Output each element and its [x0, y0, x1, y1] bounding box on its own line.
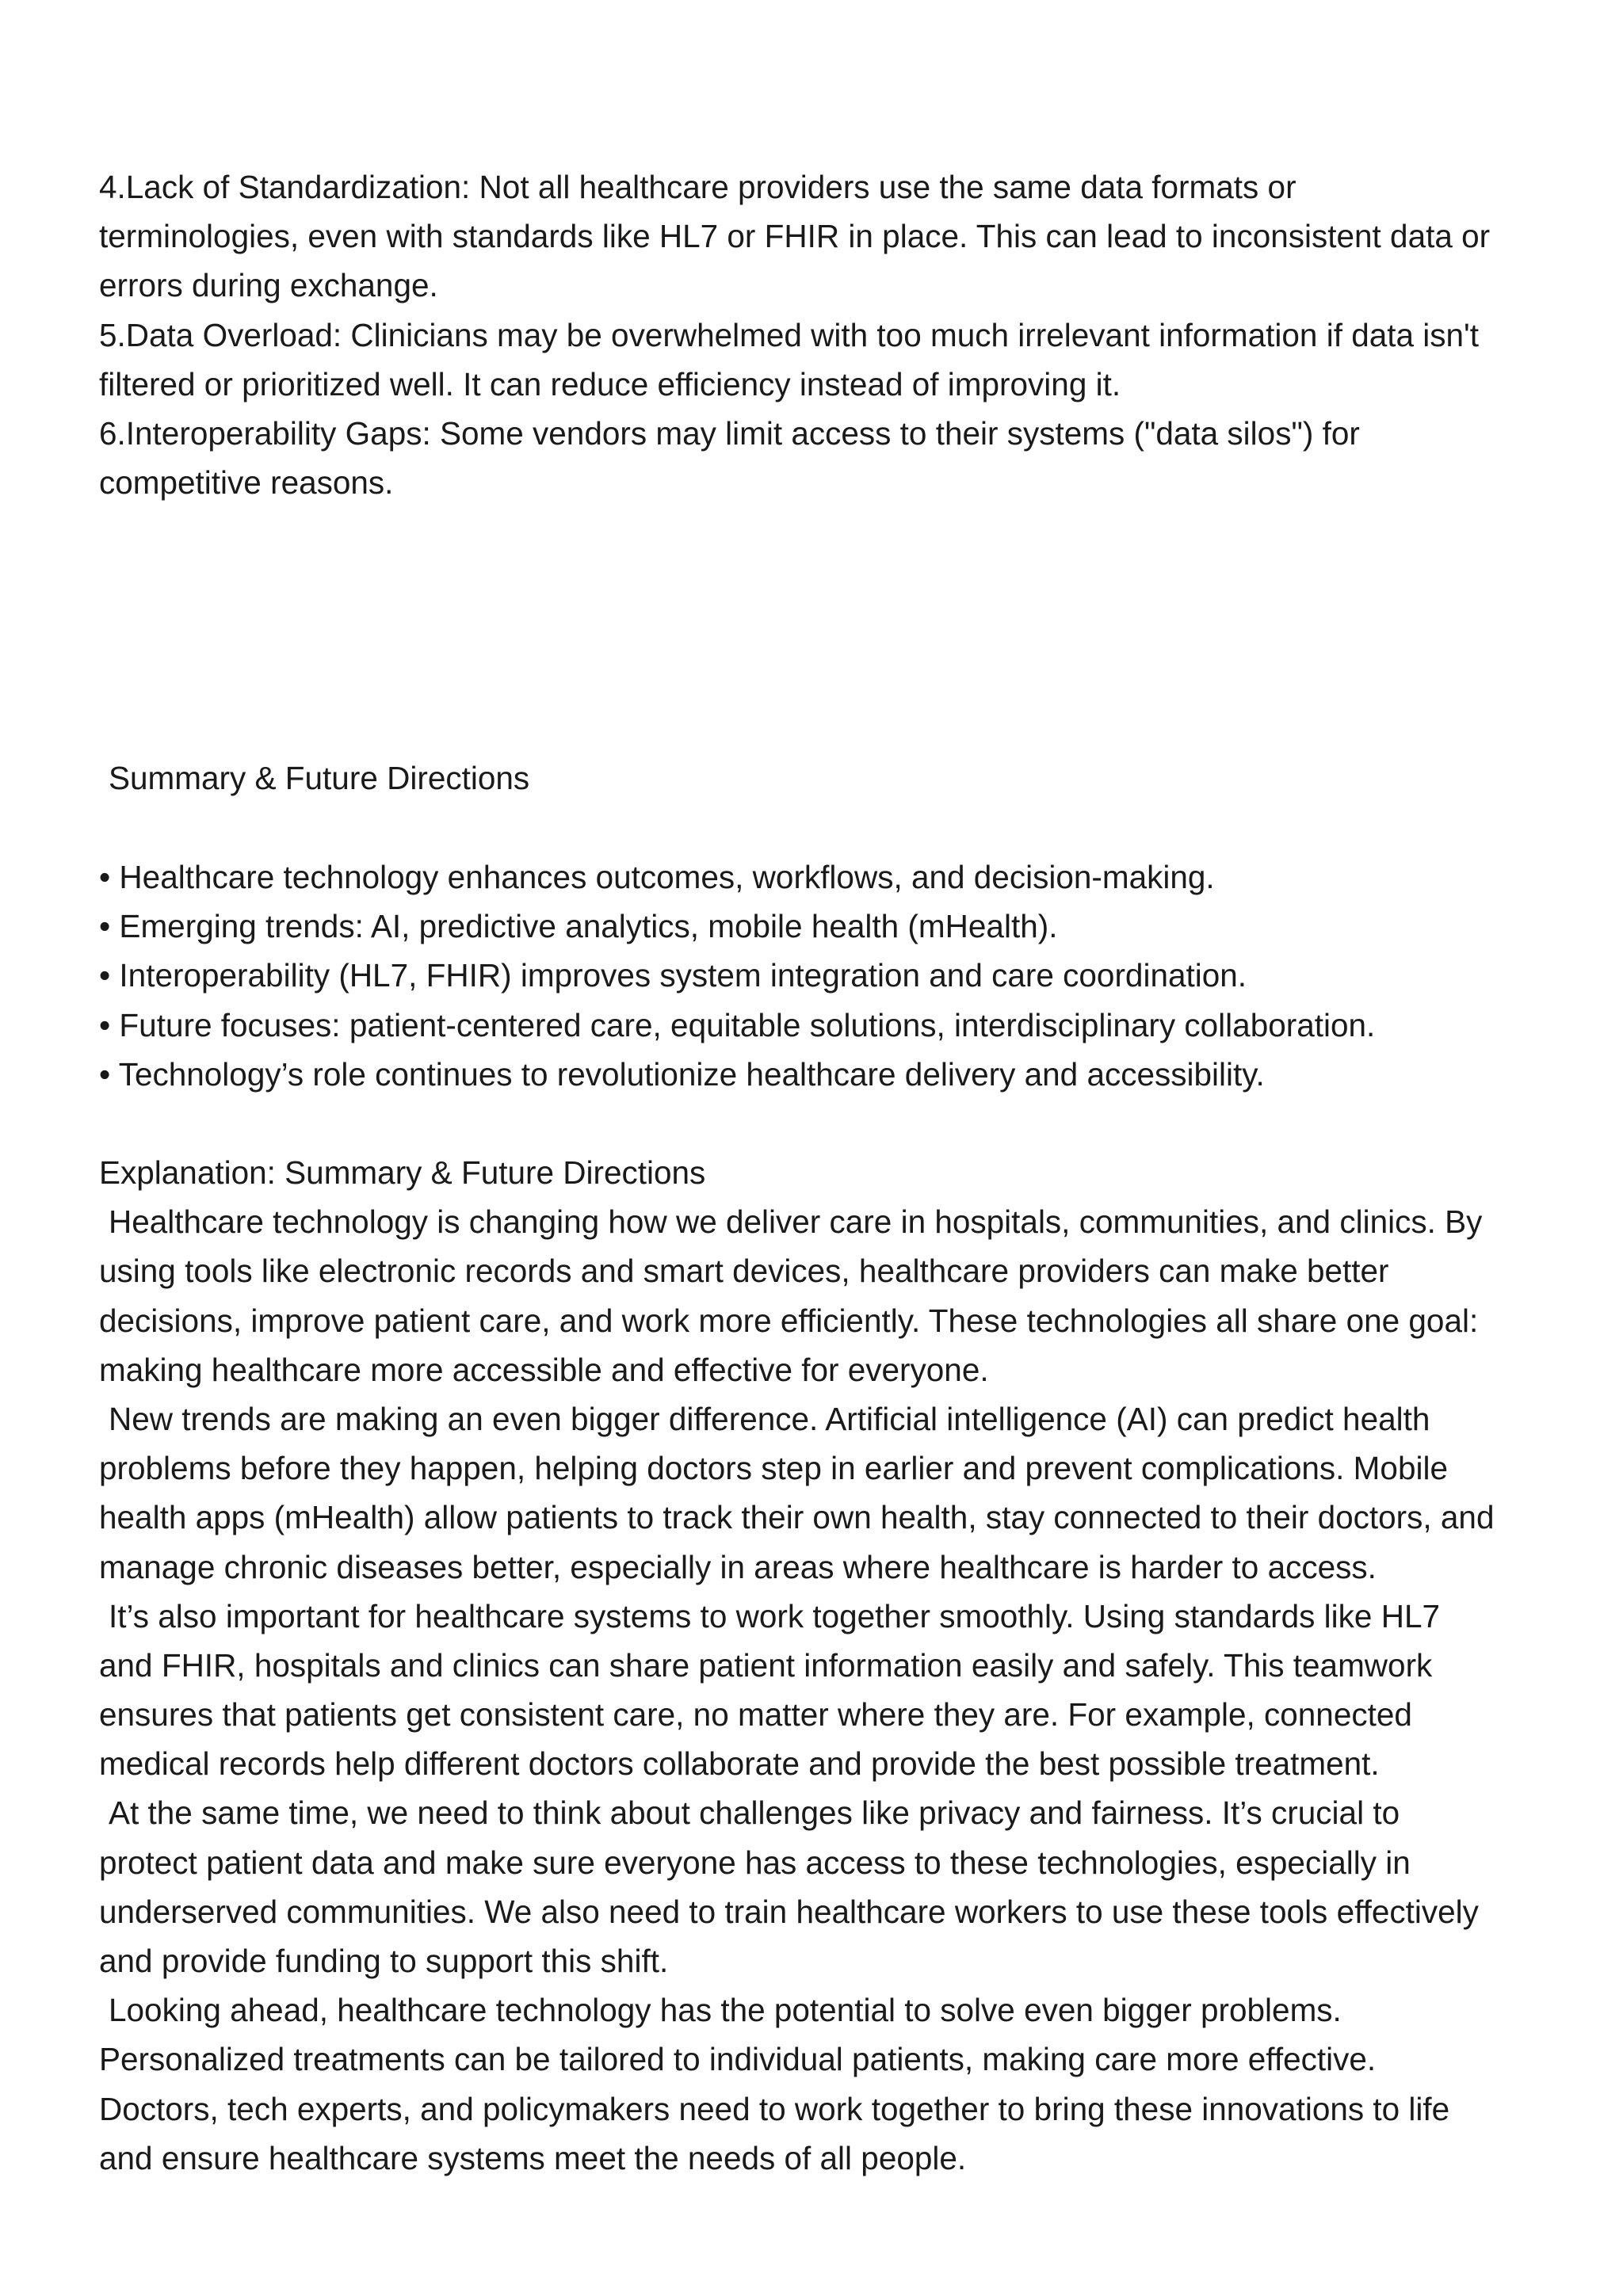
bullet-item: • Future focuses: patient-centered care, equitable solutions, interdisciplinary collaboration.: [99, 1006, 1376, 1043]
text-line: Personalized treatments can be tailored to individual patients, making care more effective.: [99, 2041, 1377, 2078]
text-line: 4.Lack of Standardization: Not all healthcare providers use the same data formats or: [99, 169, 1296, 205]
text-line: decisions, improve patient care, and work more efficiently. These technologies all share one goal:: [99, 1302, 1479, 1339]
challenge-item-4: [99, 162, 1557, 311]
text-line: health apps (mHealth) allow patients to track their own health, stay connected to their doctors, and: [99, 1499, 1495, 1536]
text-line: errors during exchange.: [99, 267, 438, 304]
text-line: Looking ahead, healthcare technology has the potential to solve even bigger problems.: [109, 1992, 1342, 2029]
explanation-paragraph-4: [99, 1788, 1557, 1985]
explanation-section: [99, 1148, 1557, 2183]
text-line: medical records help different doctors collaborate and provide the best possible treatment.: [99, 1745, 1380, 1783]
text-line: terminologies, even with standards like HL7 or FHIR in place. This can lead to inconsistent data or: [99, 218, 1491, 255]
page-content: [99, 0, 1557, 2296]
text-line: New trends are making an even bigger difference. Artificial intelligence (AI) can predict health: [109, 1400, 1430, 1437]
challenges-list: [99, 162, 1557, 507]
text-line: making healthcare more accessible and effective for everyone.: [99, 1351, 989, 1388]
explanation-paragraph-1: [99, 1197, 1557, 1394]
text-line: using tools like electronic records and smart devices, healthcare providers can make better: [99, 1253, 1389, 1290]
explanation-paragraph-5: [99, 1985, 1557, 2183]
text-line: filtered or prioritized well. It can reduce efficiency instead of improving it.: [99, 365, 1121, 402]
summary-section: [99, 753, 1557, 803]
text-line: 5.Data Overload: Clinicians may be overwhelmed with too much irrelevant information if data isn't: [99, 316, 1480, 353]
text-line: and provide funding to support this shift.: [99, 1943, 669, 1979]
text-line: It’s also important for healthcare systems to work together smoothly. Using standards like HL7: [109, 1597, 1440, 1634]
explanation-paragraph-3: [99, 1592, 1557, 1789]
explanation-paragraph-2: [99, 1394, 1557, 1592]
text-line: and ensure healthcare systems meet the needs of all people.: [99, 2139, 967, 2176]
text-line: At the same time, we need to think about challenges like privacy and fairness. It’s crucial to: [109, 1794, 1400, 1832]
bullet-item: • Healthcare technology enhances outcomes, workflows, and decision-making.: [99, 859, 1215, 895]
text-line: protect patient data and make sure everyone has access to these technologies, especially in: [99, 1844, 1411, 1881]
text-line: underserved communities. We also need to train healthcare workers to use these tools effectively: [99, 1893, 1479, 1930]
text-line: ensures that patients get consistent care, no matter where they are. For example, connected: [99, 1696, 1412, 1733]
text-line: competitive reasons.: [99, 464, 394, 502]
text-line: and FHIR, hospitals and clinics can share patient information easily and safely. This teamwork: [99, 1646, 1433, 1684]
summary-bullets: [99, 852, 1557, 1099]
bullet-item: • Interoperability (HL7, FHIR) improves system integration and care coordination.: [99, 957, 1247, 994]
text-line: Doctors, tech experts, and policymakers need to work together to bring these innovations to life: [99, 2090, 1450, 2127]
text-line: Healthcare technology is changing how we deliver care in hospitals, communities, and clinics. By: [109, 1203, 1483, 1241]
summary-heading: Summary & Future Directions: [109, 760, 530, 796]
challenge-item-6: [99, 409, 1557, 507]
explanation-heading: Explanation: Summary & Future Directions: [99, 1154, 706, 1191]
text-line: 6.Interoperability Gaps: Some vendors may limit access to their systems ("data silos") for: [99, 414, 1360, 452]
bullet-item: • Technology’s role continues to revolutionize healthcare delivery and accessibility.: [99, 1055, 1265, 1093]
bullet-item: • Emerging trends: AI, predictive analytics, mobile health (mHealth).: [99, 908, 1058, 945]
challenge-item-5: [99, 311, 1557, 409]
text-line: problems before they happen, helping doctors step in earlier and prevent complications. Mobile: [99, 1450, 1448, 1487]
text-line: manage chronic diseases better, especially in areas where healthcare is harder to access.: [99, 1548, 1377, 1585]
